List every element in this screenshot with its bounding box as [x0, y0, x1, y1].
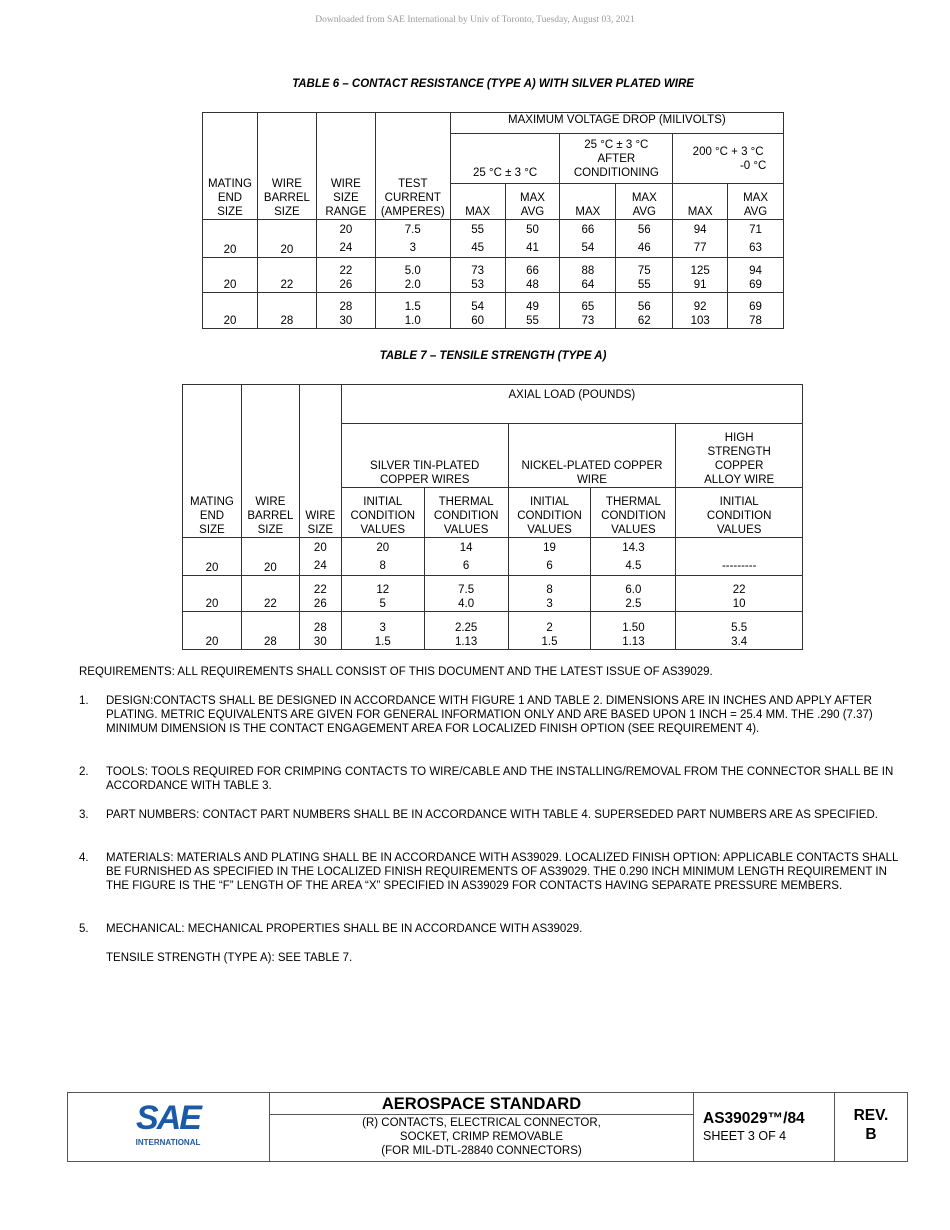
value-cell: 19 6: [508, 538, 591, 576]
table6-cond2-header: 25 °C ± 3 °C AFTER CONDITIONING: [560, 134, 673, 184]
requirement-number: 4.: [79, 852, 89, 864]
wire-size: 20 24: [316, 220, 375, 258]
sae-logo-subtitle: INTERNATIONAL: [135, 1138, 201, 1147]
value-cell: 3 1.5: [341, 612, 424, 650]
value-cell: 6.0 2.5: [591, 576, 676, 612]
table7: [182, 384, 803, 650]
requirements-intro: REQUIREMENTS: ALL REQUIREMENTS SHALL CONSIST OF THIS DOCUMENT AND THE LATEST ISSUE OF AS39029.: [79, 666, 713, 678]
test-current: 1.5 1.0: [375, 293, 450, 329]
table6-cond1-header: 25 °C ± 3 °C: [450, 134, 560, 184]
table6-cond3-line1: 200 °C + 3 °C: [692, 145, 764, 158]
table7-sub2-header: NICKEL-PLATED COPPER WIRE: [508, 424, 676, 488]
table6-row: [203, 258, 784, 293]
value-cell: 2 1.5: [508, 612, 591, 650]
wire-size: 22 26: [299, 576, 341, 612]
barrel-size: 20: [241, 538, 299, 576]
mating-size: 20: [183, 538, 242, 576]
value-cell: 54 60: [450, 293, 505, 329]
value-cell: 2.25 1.13: [424, 612, 508, 650]
value-cell: 73 53: [450, 258, 505, 293]
table7-sub1-header: SILVER TIN-PLATED COPPER WIRES: [341, 424, 508, 488]
download-watermark: Downloaded from SAE International by Univ of Toronto, Tuesday, August 03, 2021: [315, 15, 635, 25]
wire-size: 28 30: [299, 612, 341, 650]
table6-maxavg-header: MAX AVG: [505, 184, 560, 220]
value-cell: 14.3 4.5: [591, 538, 676, 576]
mating-size: 20: [203, 258, 258, 293]
tensile-note: TENSILE STRENGTH (TYPE A): SEE TABLE 7.: [106, 952, 353, 964]
table6-caption: TABLE 6 – CONTACT RESISTANCE (TYPE A) WITH SILVER PLATED WIRE: [292, 78, 694, 90]
table7-barrel-header: WIRE BARREL SIZE: [241, 385, 299, 538]
value-cell: 22 10: [676, 576, 803, 612]
value-cell: 125 91: [673, 258, 728, 293]
test-current: 5.0 2.0: [375, 258, 450, 293]
value-cell: 5.5 3.4: [676, 612, 803, 650]
sheet-number: SHEET 3 OF 4: [703, 1129, 787, 1143]
value-cell: 20 8: [341, 538, 424, 576]
wire-size: 22 26: [316, 258, 375, 293]
table7-thermal-header: THERMAL CONDITION VALUES: [591, 488, 676, 538]
table7-caption: TABLE 7 – TENSILE STRENGTH (TYPE A): [379, 350, 607, 362]
barrel-size: 20: [257, 220, 316, 258]
table6-group-header: MAXIMUM VOLTAGE DROP (MILIVOLTS): [450, 113, 783, 134]
requirement-item: [79, 851, 899, 893]
title-cell: [270, 1093, 694, 1161]
requirement-text: PART NUMBERS: CONTACT PART NUMBERS SHALL BE IN ACCORDANCE WITH TABLE 4. SUPERSEDED PART NUMBERS ARE AS SPECIFIED.: [106, 809, 878, 821]
value-cell: 56 62: [616, 293, 673, 329]
table7-wire-header: WIRE SIZE: [299, 385, 341, 538]
value-cell: 92 103: [673, 293, 728, 329]
wire-size: 20 24: [299, 538, 341, 576]
document-number: AS39029™/84: [703, 1110, 805, 1127]
value-cell: 49 55: [505, 293, 560, 329]
test-current: 7.5 3: [375, 220, 450, 258]
value-cell: 12 5: [341, 576, 424, 612]
value-cell: 14 6: [424, 538, 508, 576]
requirement-item: [79, 765, 899, 793]
value-cell: 94 77: [673, 220, 728, 258]
requirement-number: 1.: [79, 695, 89, 707]
table6-row: [203, 293, 784, 329]
wire-size: 28 30: [316, 293, 375, 329]
value-cell: 50 41: [505, 220, 560, 258]
requirement-number: 5.: [79, 923, 89, 935]
requirement-item: [79, 694, 899, 736]
requirement-text: TOOLS: TOOLS REQUIRED FOR CRIMPING CONTACTS TO WIRE/CABLE AND THE INSTALLING/REMOVAL FROM THE CONNECTOR SHALL BE IN ACCORDANCE WITH TABLE 3.: [106, 766, 894, 792]
table6-wire-header: WIRE SIZE RANGE: [316, 113, 375, 220]
sae-logo: [68, 1093, 269, 1161]
logo-cell: [68, 1093, 270, 1161]
revision-label: REV.: [853, 1107, 889, 1124]
value-cell: 7.5 4.0: [424, 576, 508, 612]
barrel-size: 22: [241, 576, 299, 612]
revision-value: B: [865, 1126, 877, 1143]
revision-cell: [835, 1093, 907, 1161]
table7-row: [183, 612, 803, 650]
table6-current-header: TEST CURRENT (AMPERES): [375, 113, 450, 220]
table7-initial-header: INITIAL CONDITION VALUES: [508, 488, 591, 538]
value-cell: 1.50 1.13: [591, 612, 676, 650]
requirement-text: MECHANICAL: MECHANICAL PROPERTIES SHALL BE IN ACCORDANCE WITH AS39029.: [106, 923, 583, 935]
table7-initial-header: INITIAL CONDITION VALUES: [341, 488, 424, 538]
value-cell: 55 45: [450, 220, 505, 258]
table6-max-header: MAX: [450, 184, 505, 220]
requirement-number: 2.: [79, 766, 89, 778]
table6-max-header: MAX: [560, 184, 616, 220]
mating-size: 20: [203, 220, 258, 258]
barrel-size: 22: [257, 258, 316, 293]
sae-logo-mark: SAE: [136, 1099, 200, 1137]
value-cell: 75 55: [616, 258, 673, 293]
table6-maxavg-header: MAX AVG: [728, 184, 784, 220]
value-cell: 8 3: [508, 576, 591, 612]
table6-cond3-line2: -0 °C: [739, 159, 767, 172]
table7-initial-header: INITIAL CONDITION VALUES: [676, 488, 803, 538]
table6-barrel-header: WIRE BARREL SIZE: [257, 113, 316, 220]
table7-row: [183, 538, 803, 576]
table7-group-header: AXIAL LOAD (POUNDS): [341, 385, 802, 424]
value-cell: ---------: [676, 538, 803, 576]
value-cell: 66 54: [560, 220, 616, 258]
value-cell: 65 73: [560, 293, 616, 329]
value-cell: 56 46: [616, 220, 673, 258]
table6-cond3-header: [673, 134, 784, 184]
requirement-text: DESIGN:CONTACTS SHALL BE DESIGNED IN ACCORDANCE WITH FIGURE 1 AND TABLE 2. DIMENSIONS ARE IN INCHES AND APPLY AFTER PLATING. METRIC EQUIVALENTS ARE GIVEN FOR GENERAL INFORMATION ONLY AND ARE BASED UPON 1 INCH = 25.4 MM. THE .290 (7.37) MINIMUM DIMENSION IS THE CONTACT ENGAGEMENT AREA FOR LOCALIZED FINISH OPTION (SEE REQUIREMENT 4).: [106, 695, 873, 735]
table6-mating-header: MATING END SIZE: [203, 113, 258, 220]
table7-thermal-header: THERMAL CONDITION VALUES: [424, 488, 508, 538]
value-cell: 88 64: [560, 258, 616, 293]
table7-row: [183, 576, 803, 612]
document-number-cell: [694, 1093, 835, 1161]
barrel-size: 28: [241, 612, 299, 650]
table7-sub3-header: HIGH STRENGTH COPPER ALLOY WIRE: [676, 424, 803, 488]
value-cell: 71 63: [728, 220, 784, 258]
mating-size: 20: [203, 293, 258, 329]
mating-size: 20: [183, 612, 242, 650]
requirement-text: MATERIALS: MATERIALS AND PLATING SHALL BE IN ACCORDANCE WITH AS39029. LOCALIZED FINISH OPTION: APPLICABLE CONTACTS SHALL BE FURNISHED AS SPECIFIED IN THE LOCALIZED FINISH REQUIREMENTS OF AS39029. THE 0.290 INCH MINIMUM LENGTH REQUIREMENT IN THE FIGURE IS THE “F” LENGTH OF THE AREA “X” SPECIFIED IN AS39029 FOR CONTACTS HAVING SEPARATE PRESSURE MEMBERS.: [106, 852, 899, 892]
value-cell: 69 78: [728, 293, 784, 329]
table6-maxavg-header: MAX AVG: [616, 184, 673, 220]
document-description: (R) CONTACTS, ELECTRICAL CONNECTOR, SOCKET, CRIMP REMOVABLE (FOR MIL-DTL-28840 CONNECTORS): [362, 1117, 601, 1157]
value-cell: 66 48: [505, 258, 560, 293]
requirement-item: [79, 922, 899, 936]
table6-row: [203, 220, 784, 258]
value-cell: 94 69: [728, 258, 784, 293]
requirement-item: [79, 808, 899, 822]
table6: [202, 112, 784, 329]
table6-max-header: MAX: [673, 184, 728, 220]
standard-title: AEROSPACE STANDARD: [270, 1093, 693, 1115]
title-block: [67, 1092, 908, 1162]
mating-size: 20: [183, 576, 242, 612]
requirement-number: 3.: [79, 809, 89, 821]
barrel-size: 28: [257, 293, 316, 329]
table7-mating-header: MATING END SIZE: [183, 385, 242, 538]
